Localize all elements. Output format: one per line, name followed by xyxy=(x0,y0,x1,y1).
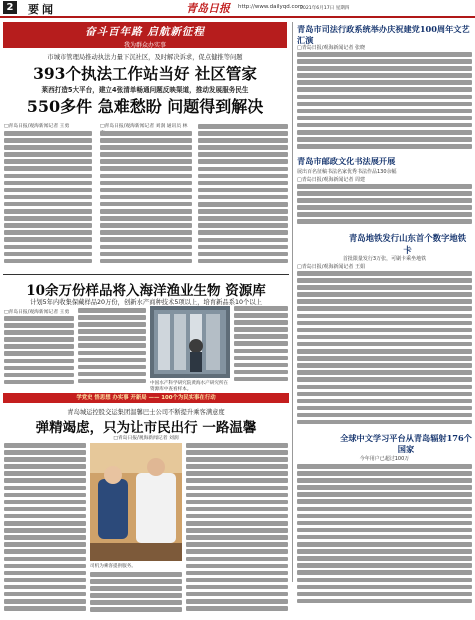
story3-campaign-banner: 学党史 悟思想 办实事 开新局 —— 100个为民实事在行动 xyxy=(3,393,289,403)
story1-body-col3 xyxy=(198,124,288,269)
side4-title[interactable]: 全球中文学习平台从青岛辐射176个国家 xyxy=(340,433,472,454)
story1-body-col1 xyxy=(4,131,92,269)
campaign-banner xyxy=(3,22,287,48)
banner-title: 奋斗百年路 启航新征程 xyxy=(85,26,205,38)
story1-subhead: 莱西打造5大平台，建立4张清单畅通问题反映渠道，推动发展服务民生 xyxy=(41,86,249,94)
issue-date: 2021年6月17日 星期四 xyxy=(300,6,350,11)
side4-body xyxy=(297,464,472,614)
story1-body-col2 xyxy=(100,131,192,269)
side3-subtitle: 首批限量发行3万张，可刷卡乘坐地铁 xyxy=(342,256,427,262)
section-title: 要闻 xyxy=(28,3,56,16)
story2-caption: 中国水产科学研究院黄海水产研究所在资源库中查看样本。 xyxy=(150,381,229,392)
side2-body xyxy=(297,184,472,228)
story2-body-col2 xyxy=(78,308,146,388)
side2-title[interactable]: 青岛市邮政文化书法展开展 xyxy=(297,156,396,166)
story2-subhead: 计划5年内收集保藏样品20万份，创新水产商种技术5项以上，培育新品系10个以上 xyxy=(30,299,262,306)
story1-kicker: 市城市管理局推动执法力量下沉社区，及时解决诉求，促点健推等问题 xyxy=(47,54,243,61)
story1-byline-2: □青岛日报/观海新闻记者 刘润 通讯员 林 xyxy=(100,124,188,129)
side3-byline: □青岛日报/观海新闻记者 王娟 xyxy=(297,264,365,270)
story2-rule xyxy=(3,274,289,275)
story3-body-col1 xyxy=(4,443,86,615)
story1-byline: □青岛日报/观海新闻记者 王勇 xyxy=(4,124,70,129)
side3-title[interactable]: 青岛地铁发行山东首个数字地铁卡 xyxy=(348,233,467,255)
side2-byline: □青岛日报/观海新闻记者 周建 xyxy=(297,177,365,183)
website-url[interactable]: http://www.dailyqd.com xyxy=(238,4,304,10)
story2-byline: □青岛日报/观海新闻记者 王勇 xyxy=(4,310,70,315)
newspaper-logo: 青岛日报 xyxy=(186,2,230,15)
story3-headline[interactable]: 弹精竭虑，只为让市民出行 一路温馨 xyxy=(35,420,257,436)
side1-body xyxy=(297,52,472,152)
story2-body-col3 xyxy=(234,306,288,388)
bus-service-photo xyxy=(90,443,182,561)
story2-body-col1 xyxy=(4,316,74,388)
side4-subtitle: 今年用户已超过100万 xyxy=(359,456,410,462)
story3-caption: 司机为乘客提供服务。 xyxy=(90,564,136,569)
story3-byline: □青岛日报/观海新闻记者 刘润 xyxy=(113,436,179,441)
side1-byline: □青岛日报/观海新闻记者 张晓 xyxy=(297,45,365,51)
side1-title[interactable]: 青岛市司法行政系统举办庆祝建党100周年文艺汇演 xyxy=(297,24,470,45)
story2-headline[interactable]: 10余万份样品将入海洋渔业生物 资源库 xyxy=(26,283,266,299)
banner-subtitle: 我为群众办实事 xyxy=(123,42,166,49)
story3-kicker: 青岛城运控股交运集团温馨巴士公司不断提升乘客满意度 xyxy=(67,409,225,416)
story1-headline2[interactable]: 550多件 急难愁盼 问题得到解决 xyxy=(26,97,264,116)
fish-specimen-photo xyxy=(150,306,230,378)
side2-subtitle: 展出百名征稿书法名家优秀书法作品130余幅 xyxy=(297,169,397,175)
story3-body-col3 xyxy=(186,443,288,615)
story1-headline[interactable]: 393个执法工作站当好 社区管家 xyxy=(33,64,257,83)
page-number: 2 xyxy=(3,1,17,14)
column-divider xyxy=(292,22,293,582)
story3-body-col2 xyxy=(90,572,182,616)
side3-body xyxy=(297,271,472,429)
